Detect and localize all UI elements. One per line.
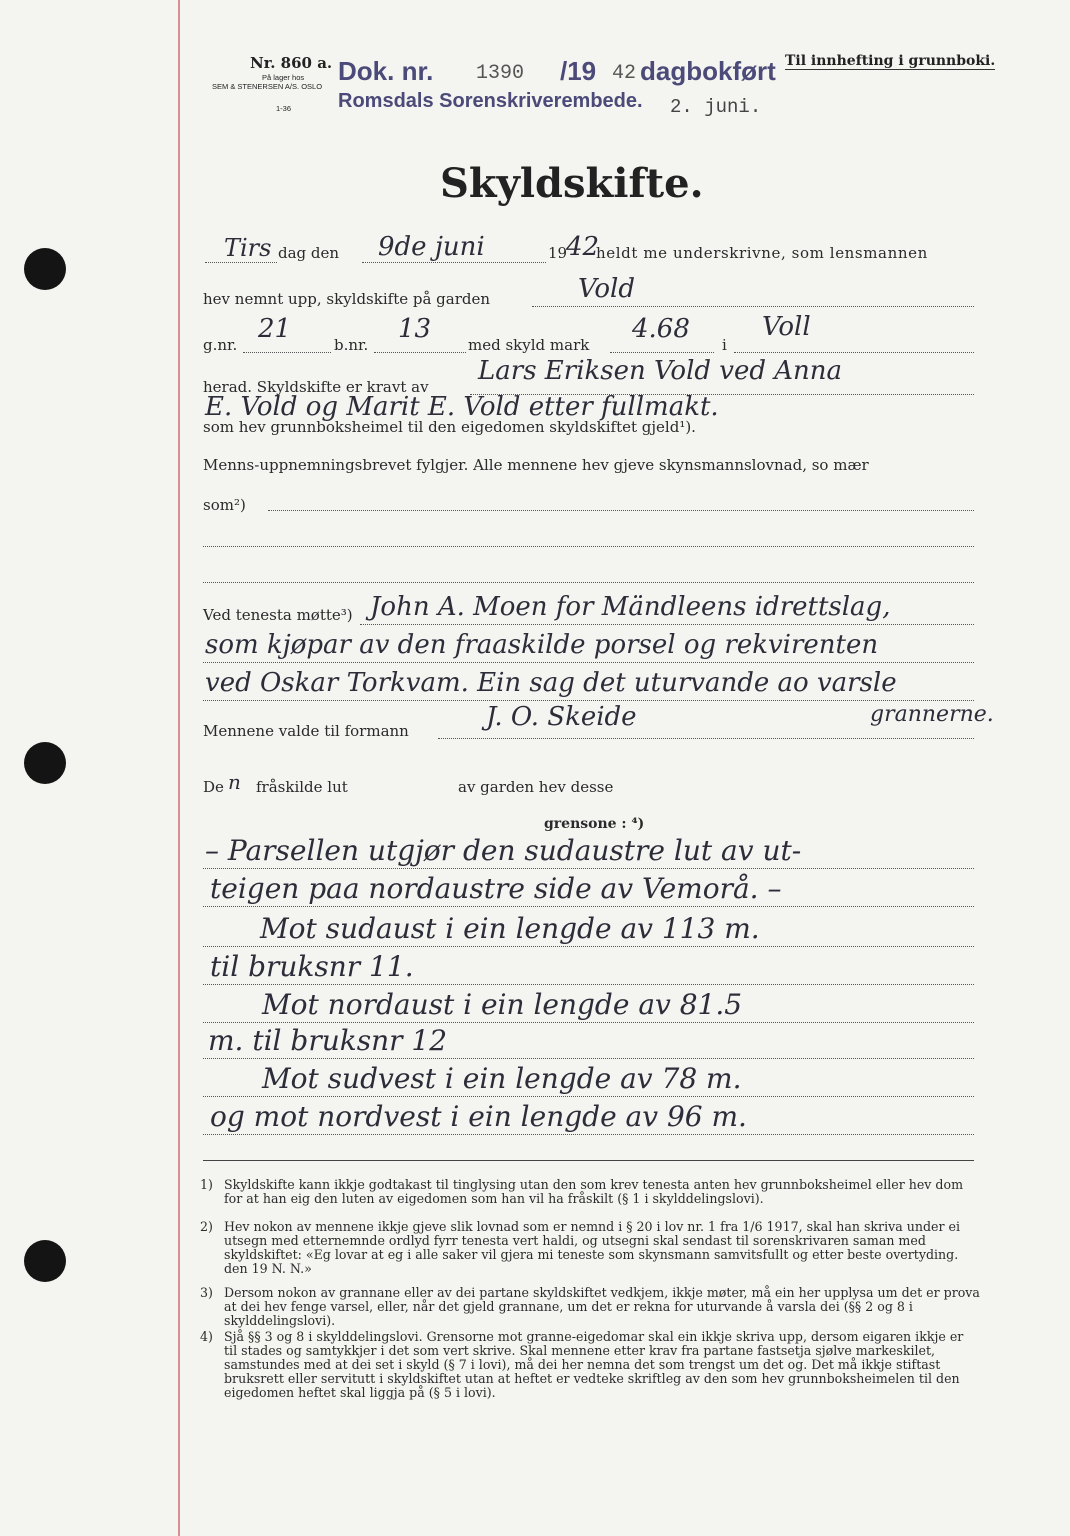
dotted-line	[362, 262, 546, 263]
dotted-line	[203, 946, 974, 947]
year-prefix: 19	[548, 244, 568, 262]
page-title: Skyldskifte.	[440, 160, 704, 207]
boundary-line-5: Mot nordaust i ein lengde av 81.5	[262, 988, 743, 1021]
dotted-line	[203, 546, 974, 547]
boundary-line-4: til bruksnr 11.	[210, 950, 414, 983]
av-garden-text: av garden hev desse	[458, 778, 614, 796]
kravt-handwritten-2: E. Vold og Marit E. Vold etter fullmakt.	[205, 392, 719, 422]
dotted-line	[268, 510, 974, 511]
herad-handwritten: Voll	[762, 312, 811, 342]
dotted-line	[203, 1096, 974, 1097]
boundary-line-6: m. til bruksnr 12	[208, 1024, 448, 1057]
tenesta-handwritten-4: grannerne.	[870, 702, 994, 727]
footnote-text: Sjå §§ 3 og 8 i skylddelingslovi. Grensorne mot granne-eigedomar skal ein ikkje skriva upp, dersom eigaren ikkje er til stades og samtykkjer i det som vert skrive. Skal mennene etter krav fra partane fastsetja sjølve markeskilet, samstundes med at dei set i skyld (§ 7 i lovi), må dei her nemna det som trengst um det og. Det må ikkje stiftast bruksrett eller servitutt i skyldskiftet utan at heftet er vedteke skriftleg av den som hev grunnboksheimelen til den eigedomen heftet skal liggja på (§ 5 i lovi).	[224, 1329, 964, 1400]
formann-handwritten: J. O. Skeide	[486, 702, 637, 732]
tenesta-handwritten-1: John A. Moen for Mändleens idrettslag,	[370, 592, 891, 622]
boundary-line-3: Mot sudaust i ein lengde av 113 m.	[260, 912, 760, 945]
publisher-line-3: 1-36	[276, 104, 292, 113]
publisher-line-2: SEM & STENERSEN A/S. OSLO	[212, 82, 323, 91]
farm-handwritten: Vold	[578, 274, 636, 304]
med-skyld-text: med skyld mark	[468, 336, 590, 354]
doc-number: 1390	[476, 62, 525, 85]
stamp-dok-nr: Dok. nr.	[338, 56, 434, 86]
stamp-date: 2. juni.	[670, 96, 762, 118]
boundary-line-2: teigen paa nordaustre side av Vemorå. –	[210, 872, 782, 905]
footnote-number: 2)	[200, 1219, 213, 1234]
form-number: Nr. 860 a.	[250, 54, 333, 72]
dag-den-label: dag den	[278, 244, 340, 262]
footnote-text: Hev nokon av mennene ikkje gjeve slik lovnad som er nemnd i § 20 i lov nr. 1 fra 1/6 1917, skal han skriva under ei utsegn med etternemnde ordlyd fyrr tenesta vert haldi, og utsegni skal sendast til sorenskrivaren saman med skyldskiftet: «Eg lovar at eg i alle saker vil gjera mi teneste som skynsmann samvitsfullt og etter beste overtyding. den 19 N. N.»	[224, 1219, 960, 1276]
punch-hole-2	[24, 742, 66, 784]
dotted-line	[243, 352, 331, 353]
stamp-office: Romsdals Sorenskriverembede.	[338, 90, 643, 112]
dotted-line	[203, 906, 974, 907]
dotted-line	[203, 1058, 974, 1059]
den-suffix-handwritten: n	[228, 770, 241, 794]
footnote-2	[200, 1220, 980, 1286]
menns-text: Menns-uppnemningsbrevet fylgjer. Alle mennene hev gjeve skynsmannslovnad, so mær	[203, 456, 869, 474]
i-label: i	[722, 336, 727, 354]
den-prefix: De	[203, 778, 224, 796]
weekday-handwritten: Tirs	[224, 234, 272, 262]
footnote-text: Skyldskifte kann ikkje godtakast til tinglysing utan den som krev tenesta anten hev grunnboksheimel eller hev dom for at han eig den luten av eigedomen som han vil ha fråskilt (§ 1 i skylddelingslovi).	[224, 1177, 964, 1206]
footnote-number: 4)	[200, 1329, 213, 1344]
dotted-line	[203, 984, 974, 985]
tenesta-handwritten-3: ved Oskar Torkvam. Ein sag det uturvande ao varsle	[205, 668, 897, 698]
dotted-line	[203, 582, 974, 583]
gnr-handwritten: 21	[258, 314, 292, 344]
dotted-line	[203, 868, 974, 869]
herad-text: herad. Skyldskifte er kravt av	[203, 378, 429, 396]
footnote-number: 1)	[200, 1177, 213, 1192]
binding-note: Til innhefting i grunnboki.	[785, 53, 996, 69]
som-text: som²)	[203, 496, 246, 514]
fraaskilde-text: fråskilde lut	[256, 778, 348, 796]
dotted-line	[374, 352, 466, 353]
margin-line	[178, 0, 180, 1536]
dotted-line	[203, 1022, 974, 1023]
footnote-number: 3)	[200, 1285, 213, 1300]
dotted-line	[203, 1134, 974, 1135]
gnr-label: g.nr.	[203, 336, 238, 354]
dotted-line	[532, 306, 974, 307]
ved-tenesta-label: Ved tenesta møtte³)	[203, 606, 353, 624]
kravt-handwritten-1: Lars Eriksen Vold ved Anna	[478, 356, 843, 386]
bnr-handwritten: 13	[398, 314, 432, 344]
formann-label: Mennene valde til formann	[203, 722, 409, 740]
date-handwritten: 9de juni	[378, 232, 485, 262]
footnote-divider	[203, 1160, 974, 1161]
dotted-line	[360, 624, 974, 625]
year-handwritten: 42	[566, 232, 600, 262]
stamp-dagbokfort: dagbokført	[640, 56, 776, 86]
boundary-line-8: og mot nordvest i ein lengde av 96 m.	[210, 1100, 747, 1133]
dotted-line	[203, 700, 974, 701]
heldt-text: heldt me underskrivne, som lensmannen	[596, 244, 928, 262]
dotted-line	[610, 352, 714, 353]
dotted-line	[734, 352, 974, 353]
footnote-text: Dersom nokon av grannane eller av dei partane skyldskiftet vedkjem, ikkje møter, må ein her upplysa um det er prova at dei hev fenge varsel, eller, når det gjeld grannane, um det er rekna for uturvande å varsla dei (§§ 2 og 8 i skylddelingslovi).	[224, 1285, 980, 1328]
footnote-3	[200, 1286, 980, 1330]
doc-year: 42	[612, 62, 637, 85]
publisher-line-1: På lager hos	[262, 73, 305, 82]
tenesta-handwritten-2: som kjøpar av den fraaskilde porsel og rekvirenten	[205, 630, 879, 660]
dotted-line	[205, 262, 277, 263]
grensone-label: grensone : ⁴)	[544, 816, 645, 832]
footnote-1	[200, 1178, 980, 1222]
boundary-line-7: Mot sudvest i ein lengde av 78 m.	[262, 1062, 742, 1095]
grunnbok-text: som hev grunnboksheimel til den eigedomen skyldskiftet gjeld¹).	[203, 418, 696, 436]
boundary-line-1: – Parsellen utgjør den sudaustre lut av ut-	[205, 834, 802, 867]
hev-nemnt-text: hev nemnt upp, skyldskifte på garden	[203, 290, 491, 308]
punch-hole-1	[24, 248, 66, 290]
punch-hole-3	[24, 1240, 66, 1282]
stamp-year-prefix: /19	[560, 56, 597, 86]
footnote-4	[200, 1330, 980, 1426]
bnr-label: b.nr.	[334, 336, 369, 354]
dotted-line	[438, 738, 974, 739]
skyld-handwritten: 4.68	[632, 314, 690, 344]
dotted-line	[203, 662, 974, 663]
